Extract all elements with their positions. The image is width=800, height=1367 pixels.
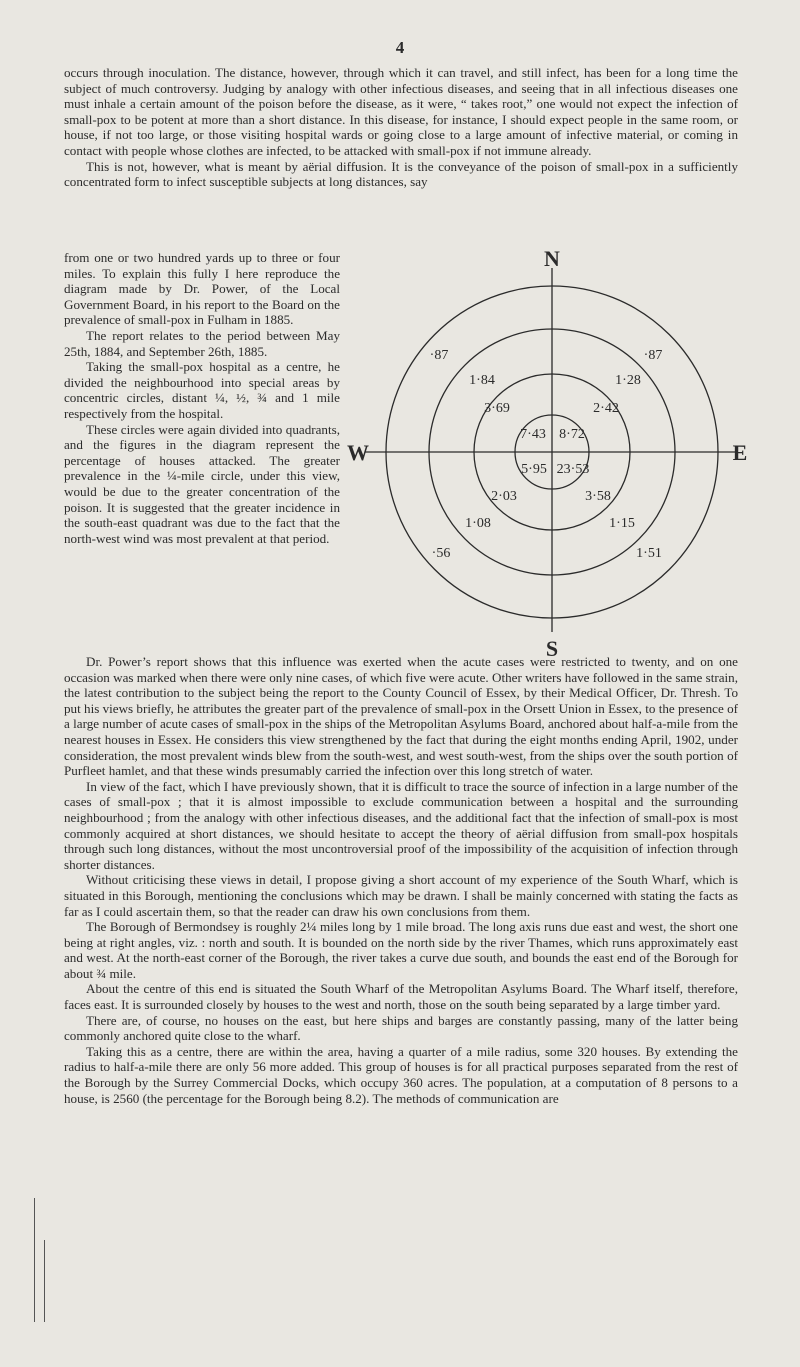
compass-east: E [732,440,748,465]
nw-quarter: 7·43 [520,427,546,442]
paragraph: The report relates to the period between May 25th, 1884, and September 26th, 1885. [64,327,340,359]
paragraph: Dr. Power’s report shows that this influence was exerted when the acute cases were restricted to twenty, and on one occasion was marked when there were only nine cases, of which five were acute. Other writers have followed in the same strain, the latest contribution to the subject being the report to the County Council of Essex, by their Medical Officer, Dr. Thresh. To put his views briefly, he attributes the greater part of the prevalence of small-pox in the Orsett Union in Essex, to the presence of a large number of acute cases of small-pox in the ships of the Metropolitan Asylums Board, anchored about half-a-mile from the nearest houses in Essex. He considers this view strengthened by the fact that during the eight months ending April, 1902, under consideration, the most prevalent winds blew from the south-west, and west south-west, from the ships over the south portion of Purfleet hamlet, and that these winds presumably carried the infection over this long stretch of water. [64,654,738,779]
compass-north: N [544,246,560,271]
sw-quarter: 5·95 [521,462,547,477]
ne-quarter: 8·72 [559,427,585,442]
sw-half: 2·03 [491,489,517,504]
compass-south: S [545,636,559,661]
nw-one: ·87 [429,348,449,363]
paragraph: This is not, however, what is meant by aërial diffusion. It is the conveyance of the poison of small-pox in a sufficiently concentrated form to infect susceptible subjects at long distances, say [64,158,738,190]
paragraph: from one or two hundred yards up to three or four miles. To explain this fully I here reproduce the diagram made by Dr. Power, of the Local Government Board, in his report to the Board on the prevalence of small-pox in Fulham in 1885. [64,250,340,328]
paragraph: Without criticising these views in detail, I propose giving a short account of my experience of the South Wharf, which is situated in this Borough, mentioning the conclusions which may be drawn. I shall be mainly concerned with stating the facts as far as I could ascertain them, so that the reader can draw his own conclusions from them. [64,872,738,919]
paragraph: Taking this as a centre, there are within the area, having a quarter of a mile radius, some 320 houses. By extending the radius to half-a-mile there are only 56 more added. This group of houses is for all practical purposes separated from the rest of the Borough by the Surrey Commercial Docks, which occupy 360 acres. The population, at a computation of 8 persons to a house, is 2560 (the percentage for the Borough being 8.2). The methods of communication are [64,1043,738,1106]
sw-one: ·56 [431,546,451,561]
bottom-text [64,654,738,1106]
nw-half: 3·69 [484,401,510,416]
se-quarter: 23·53 [556,462,590,477]
nw-three-quarter: 1·84 [469,373,495,388]
concentric-circle-diagram [340,240,750,670]
se-one: 1·51 [636,546,662,561]
paragraph: occurs through inoculation. The distance, however, through which it can travel, and still infect, has been for a long time the subject of much controversy. Judging by analogy with other infectious diseases, and seeing that in all infectious diseases one must inhale a certain amount of the poison before the disease, as it were, “ takes root,” one would not expect the infection of small-pox to be potent at more than a short distance. In this disease, for instance, I should expect people in the same room, or house, if not too large, or those visiting hospital wards or going close to a large amount of infective material, or coming in contact with people whose clothes are infected, to be attacked with small-pox if not immune already. [64,65,738,158]
paragraph: About the centre of this end is situated the South Wharf of the Metropolitan Asylums Board. The Wharf itself, therefore, faces east. It is surrounded closely by houses to the west and north, those on the south being separated by a large timber yard. [64,981,738,1013]
ne-three-quarter: 1·28 [615,373,641,388]
se-three-quarter: 1·15 [609,516,635,531]
se-half: 3·58 [585,489,611,504]
top-text [64,65,738,190]
paragraph: There are, of course, no houses on the east, but here ships and barges are constantly passing, many of the latter being commonly anchored quite close to the wharf. [64,1012,738,1044]
page-number: 4 [395,38,405,57]
ne-one: ·87 [643,348,663,363]
sw-three-quarter: 1·08 [465,516,491,531]
paragraph: These circles were again divided into quadrants, and the figures in the diagram represent the percentage of houses attacked. The greater prevalence in the ¼-mile circle, under this view, would be due to the greater concentration of the poison. It is suggested that the greater incidence in the south-east quadrant was due to the fact that the north-west wind was most prevalent at that period. [64,421,340,546]
ne-half: 2·42 [593,401,619,416]
paragraph: In view of the fact, which I have previously shown, that it is difficult to trace the source of infection in a large number of the cases of small-pox ; that it is almost impossible to exclude communication between a hospital and the surrounding neighbourhood ; from the analogy with other infectious diseases, and the additional fact that the infection of small-pox is most commonly acquired at short distances, we should hesitate to accept the theory of aërial diffusion from small-pox hospitals through such long distances, without the most uncontroversial proof of the impossibility of the acquisition of infection through shorter distances. [64,778,738,872]
compass-west: W [347,440,369,465]
paragraph: Taking the small-pox hospital as a centre, he divided the neighbourhood into special areas by concentric circles, distant ¼, ½, ¾ and 1 mile respectively from the hospital. [64,359,340,421]
paragraph: The Borough of Bermondsey is roughly 2¼ miles long by 1 mile broad. The long axis runs due east and west, the short one being at right angles, viz. : north and south. It is bounded on the north side by the river Thames, which runs approximately east and west. At the north-east corner of the Borough, the river takes a curve due south, and bounds the east end of the Borough for about ¾ mile. [64,919,738,981]
left-column-text [64,250,340,546]
margin-pencil-line [44,1240,45,1322]
margin-pencil-line [34,1198,35,1322]
